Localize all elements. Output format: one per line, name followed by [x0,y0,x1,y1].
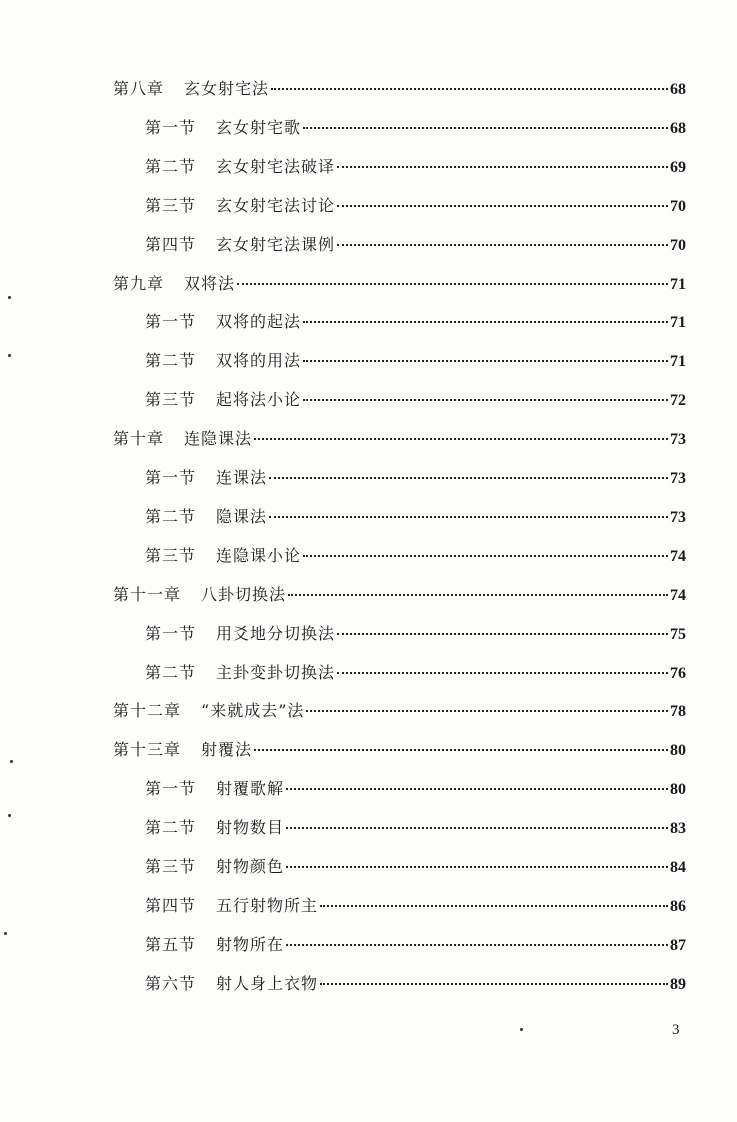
toc-section-entry [145,891,686,921]
toc-entry-page: 75 [670,625,686,643]
dot-leader [303,398,668,401]
toc-chapter-entry [113,735,686,765]
toc-entry-page: 86 [670,897,686,915]
toc-chapter-entry [113,74,686,104]
toc-entry-number: 第三节 [145,545,197,565]
toc-entry-number: 第一节 [145,623,197,643]
toc-entry-page: 74 [670,586,686,604]
dot-leader [286,865,668,868]
toc-chapter-entry [113,269,686,299]
dot-leader [337,204,668,207]
toc-entry-page: 74 [670,547,686,565]
toc-entry-page: 70 [670,197,686,215]
toc-section-entry [145,930,686,960]
page-number: 3 [672,1022,680,1038]
toc-section-entry [145,619,686,649]
toc-entry-number: 第十二章 [113,701,182,721]
toc-entry-number: 第九章 [113,273,165,293]
toc-entry-page: 73 [670,470,686,487]
toc-entry-title: 双将的起法 [216,312,302,332]
toc-entry-title: 隐课法 [216,506,268,526]
dot-leader [303,320,668,323]
toc-chapter-entry [113,424,686,454]
toc-entry-page: 78 [670,703,686,721]
toc-entry-page: 68 [670,119,686,137]
toc-entry-title: 连隐课法 [184,429,253,449]
toc-entry-title: 主卦变卦切换法 [216,662,336,682]
toc-section-entry [145,969,686,999]
toc-entry-number: 第三节 [145,390,197,410]
dot-leader [237,282,668,285]
toc-entry-title: 射覆法 [201,740,253,760]
toc-section-entry [145,463,686,493]
dot-leader [337,671,668,674]
toc-entry-number: 第二节 [145,351,197,371]
toc-entry-number: 第十一章 [113,584,182,604]
toc-entry-number: 第二节 [145,662,197,682]
toc-entry-number: 第十章 [113,429,165,449]
toc-entry-title: 八卦切换法 [201,584,287,604]
toc-chapter-entry [113,580,686,610]
scan-speck [520,1028,523,1031]
toc-entry-page: 87 [670,936,686,954]
toc-section-entry [145,152,686,182]
toc-entry-title: 双将的用法 [216,351,302,371]
dot-leader [303,126,668,129]
toc-entry-number: 第二节 [145,506,197,526]
toc-chapter-entry [113,696,686,726]
toc-entry-number: 第四节 [145,234,197,254]
toc-section-entry [145,385,686,415]
toc-entry-title: “来就成去”法 [201,701,305,721]
scan-speck [10,760,13,763]
toc-entry-title: 玄女射宅法破译 [216,156,336,176]
toc-entry-title: 射覆歌解 [216,779,285,799]
toc-section-entry [145,113,686,143]
toc-entry-page: 71 [670,314,686,332]
toc-entry-number: 第一节 [145,779,197,799]
toc-entry-title: 连课法 [216,468,268,487]
toc-entry-number: 第八章 [113,79,165,98]
toc-entry-title: 射物颜色 [216,857,285,876]
toc-entry-page: 83 [670,820,686,838]
toc-entry-number: 第一节 [145,312,197,332]
scan-speck [8,354,11,357]
dot-leader [303,554,668,557]
dot-leader [269,515,668,518]
toc-entry-number: 第六节 [145,973,197,993]
toc-entry-page: 73 [670,431,686,449]
toc-entry-page: 80 [670,781,686,799]
dot-leader [320,982,668,985]
scan-speck [8,814,11,817]
dot-leader [286,943,668,946]
toc-section-entry [145,502,686,532]
dot-leader [286,826,668,829]
dot-leader [254,748,668,751]
toc-section-entry [145,852,686,882]
toc-entry-page: 71 [670,275,686,293]
toc-section-entry [145,346,686,376]
dot-leader [306,709,668,712]
toc-entry-page: 84 [670,859,686,876]
dot-leader [320,904,668,907]
toc-section-entry [145,813,686,843]
dot-leader [337,632,668,635]
toc-entry-page: 71 [670,353,686,371]
toc-entry-title: 双将法 [184,273,236,293]
toc-section-entry [145,541,686,571]
dot-leader [271,87,668,90]
toc-entry-number: 第十三章 [113,740,182,760]
toc-entry-page: 68 [670,81,686,98]
toc-entry-title: 射人身上衣物 [216,973,319,993]
scan-speck [8,296,11,299]
toc-entry-title: 起将法小论 [216,390,302,410]
scan-speck [4,932,7,935]
toc-entry-number: 第一节 [145,468,197,487]
toc-entry-page: 80 [670,742,686,760]
toc-entry-title: 玄女射宅法 [184,79,270,98]
toc-section-entry [145,307,686,337]
toc-entry-number: 第四节 [145,895,197,915]
dot-leader [337,165,668,168]
dot-leader [254,437,668,440]
toc-entry-number: 第三节 [145,195,197,215]
dot-leader [337,243,668,246]
toc-entry-title: 用爻地分切换法 [216,623,336,643]
toc-entry-page: 69 [670,158,686,176]
toc-entry-page: 89 [670,975,686,993]
toc-entry-title: 玄女射宅法讨论 [216,195,336,215]
toc-entry-page: 76 [670,664,686,682]
toc-entry-title: 射物所在 [216,934,285,954]
toc-entry-number: 第一节 [145,117,197,137]
dot-leader [303,359,668,362]
toc-entry-title: 连隐课小论 [216,545,302,565]
toc-entry-title: 五行射物所主 [216,895,319,915]
toc-entry-number: 第三节 [145,857,197,876]
toc-section-entry [145,774,686,804]
toc-section-entry [145,230,686,260]
toc-section-entry [145,658,686,688]
toc-entry-page: 72 [670,392,686,410]
toc-section-entry [145,191,686,221]
toc-entry-title: 玄女射宅法课例 [216,234,336,254]
toc-entry-title: 玄女射宅歌 [216,117,302,137]
toc-entry-number: 第五节 [145,934,197,954]
toc-entry-page: 70 [670,236,686,254]
dot-leader [286,787,668,790]
dot-leader [269,476,668,479]
toc-entry-number: 第二节 [145,156,197,176]
toc-entry-title: 射物数目 [216,818,285,838]
dot-leader [288,593,668,596]
toc-entry-number: 第二节 [145,818,197,838]
toc-entry-page: 73 [670,508,686,526]
